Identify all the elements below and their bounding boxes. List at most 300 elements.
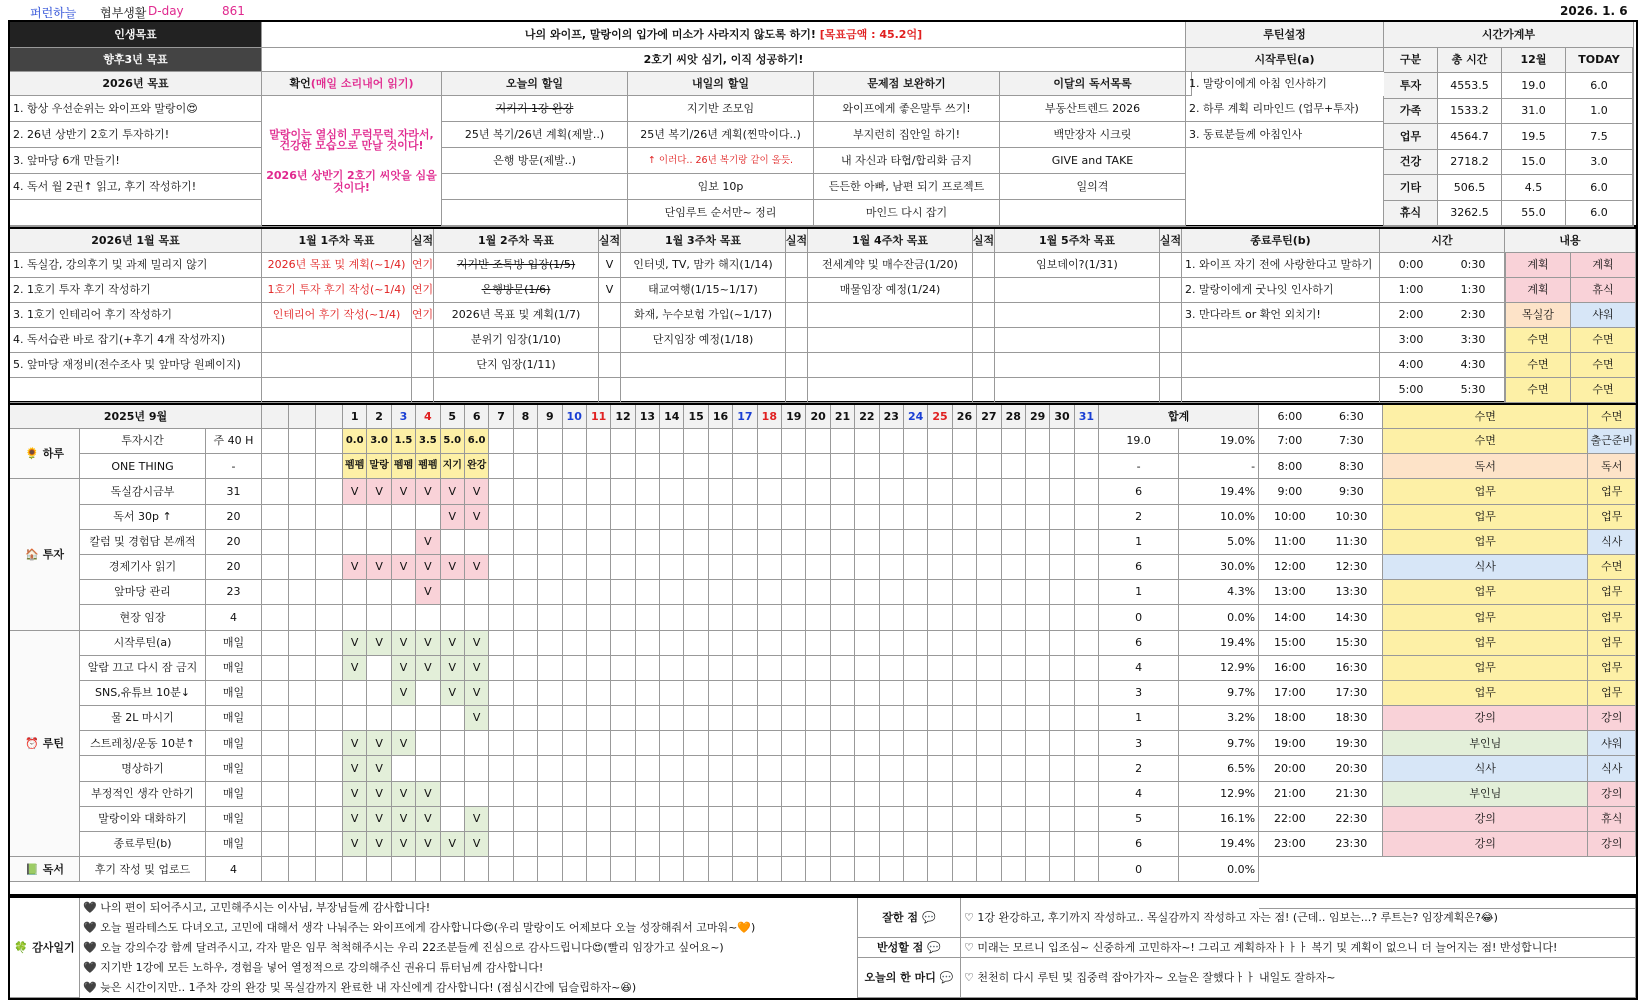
day-mark[interactable] bbox=[636, 580, 660, 605]
day-mark[interactable] bbox=[514, 530, 538, 555]
day-mark[interactable] bbox=[441, 857, 465, 882]
day-mark[interactable] bbox=[1050, 555, 1074, 580]
day-mark[interactable] bbox=[660, 681, 684, 706]
day-mark[interactable] bbox=[514, 631, 538, 656]
day-mark[interactable] bbox=[1050, 832, 1074, 857]
day-mark[interactable] bbox=[660, 479, 684, 504]
day-mark[interactable] bbox=[611, 832, 635, 857]
day-mark[interactable] bbox=[514, 454, 538, 479]
day-mark[interactable] bbox=[709, 756, 733, 781]
day-mark[interactable]: V bbox=[367, 731, 391, 756]
day-mark[interactable] bbox=[953, 731, 977, 756]
day-mark[interactable] bbox=[806, 454, 830, 479]
day-mark[interactable] bbox=[636, 782, 660, 807]
day-mark[interactable] bbox=[636, 454, 660, 479]
day-mark[interactable] bbox=[563, 782, 587, 807]
day-mark[interactable]: V bbox=[343, 631, 367, 656]
day-mark[interactable] bbox=[1026, 782, 1050, 807]
day-mark[interactable] bbox=[1050, 706, 1074, 731]
day-mark[interactable] bbox=[611, 479, 635, 504]
day-mark[interactable] bbox=[953, 832, 977, 857]
day-mark[interactable] bbox=[831, 454, 855, 479]
day-mark[interactable] bbox=[977, 857, 1001, 882]
day-mark[interactable]: V bbox=[416, 782, 440, 807]
day-mark[interactable] bbox=[636, 555, 660, 580]
day-mark[interactable] bbox=[977, 706, 1001, 731]
day-mark[interactable]: V bbox=[343, 731, 367, 756]
day-mark[interactable] bbox=[514, 580, 538, 605]
day-mark[interactable] bbox=[1026, 454, 1050, 479]
day-mark[interactable] bbox=[660, 631, 684, 656]
day-mark[interactable] bbox=[1002, 429, 1026, 454]
day-mark[interactable] bbox=[660, 605, 684, 630]
day-mark[interactable] bbox=[831, 756, 855, 781]
day-mark[interactable] bbox=[1002, 706, 1026, 731]
day-mark[interactable] bbox=[563, 832, 587, 857]
day-mark[interactable] bbox=[489, 479, 513, 504]
day-mark[interactable] bbox=[904, 429, 928, 454]
day-mark[interactable] bbox=[489, 857, 513, 882]
day-mark[interactable] bbox=[709, 429, 733, 454]
day-mark[interactable] bbox=[733, 530, 757, 555]
day-mark[interactable] bbox=[660, 756, 684, 781]
day-mark[interactable] bbox=[416, 605, 440, 630]
day-mark[interactable]: V bbox=[392, 782, 416, 807]
day-mark[interactable] bbox=[831, 681, 855, 706]
day-mark[interactable] bbox=[733, 782, 757, 807]
day-mark[interactable] bbox=[1050, 656, 1074, 681]
day-mark[interactable] bbox=[904, 580, 928, 605]
day-mark[interactable] bbox=[977, 479, 1001, 504]
day-mark[interactable] bbox=[806, 631, 830, 656]
day-mark[interactable] bbox=[977, 756, 1001, 781]
day-mark[interactable] bbox=[782, 631, 806, 656]
day-mark[interactable] bbox=[441, 605, 465, 630]
day-mark[interactable] bbox=[538, 807, 562, 832]
day-mark[interactable] bbox=[953, 706, 977, 731]
day-mark[interactable] bbox=[367, 656, 391, 681]
day-mark[interactable]: V bbox=[441, 681, 465, 706]
day-mark[interactable] bbox=[806, 807, 830, 832]
day-mark[interactable] bbox=[343, 605, 367, 630]
day-mark[interactable] bbox=[367, 857, 391, 882]
day-mark[interactable] bbox=[416, 505, 440, 530]
day-mark[interactable] bbox=[928, 656, 952, 681]
day-mark[interactable] bbox=[855, 454, 879, 479]
day-mark[interactable] bbox=[660, 731, 684, 756]
day-mark[interactable] bbox=[782, 580, 806, 605]
day-mark[interactable] bbox=[465, 857, 489, 882]
day-mark[interactable] bbox=[953, 454, 977, 479]
day-mark[interactable] bbox=[1075, 505, 1099, 530]
day-mark[interactable] bbox=[611, 605, 635, 630]
day-mark[interactable] bbox=[563, 731, 587, 756]
day-mark[interactable] bbox=[1075, 731, 1099, 756]
day-mark[interactable] bbox=[806, 756, 830, 781]
day-mark[interactable] bbox=[709, 479, 733, 504]
day-mark[interactable] bbox=[489, 454, 513, 479]
day-mark[interactable] bbox=[928, 756, 952, 781]
day-mark[interactable] bbox=[1075, 857, 1099, 882]
day-mark[interactable] bbox=[441, 756, 465, 781]
day-mark[interactable] bbox=[1026, 756, 1050, 781]
day-mark[interactable] bbox=[1075, 807, 1099, 832]
day-mark[interactable] bbox=[782, 656, 806, 681]
day-mark[interactable] bbox=[880, 756, 904, 781]
day-mark[interactable] bbox=[465, 782, 489, 807]
day-mark[interactable]: V bbox=[367, 756, 391, 781]
day-mark[interactable] bbox=[636, 857, 660, 882]
day-mark[interactable] bbox=[1026, 731, 1050, 756]
day-mark[interactable] bbox=[684, 479, 708, 504]
day-mark[interactable] bbox=[977, 454, 1001, 479]
day-mark[interactable] bbox=[343, 857, 367, 882]
day-mark[interactable] bbox=[806, 505, 830, 530]
day-mark[interactable]: V bbox=[343, 479, 367, 504]
day-mark[interactable] bbox=[855, 782, 879, 807]
day-mark[interactable] bbox=[587, 631, 611, 656]
day-mark[interactable] bbox=[611, 681, 635, 706]
day-mark[interactable] bbox=[1050, 429, 1074, 454]
day-mark[interactable] bbox=[514, 555, 538, 580]
day-mark[interactable]: V bbox=[392, 631, 416, 656]
day-mark[interactable] bbox=[904, 605, 928, 630]
day-mark[interactable] bbox=[904, 807, 928, 832]
day-mark[interactable] bbox=[514, 706, 538, 731]
day-mark[interactable] bbox=[831, 631, 855, 656]
day-mark[interactable] bbox=[977, 681, 1001, 706]
day-mark[interactable] bbox=[684, 756, 708, 781]
day-mark[interactable] bbox=[514, 479, 538, 504]
day-mark[interactable] bbox=[489, 807, 513, 832]
day-mark[interactable] bbox=[782, 857, 806, 882]
day-mark[interactable] bbox=[587, 807, 611, 832]
day-mark[interactable] bbox=[660, 832, 684, 857]
day-mark[interactable] bbox=[1002, 857, 1026, 882]
day-mark[interactable] bbox=[514, 782, 538, 807]
day-mark[interactable]: V bbox=[465, 706, 489, 731]
day-mark[interactable] bbox=[880, 631, 904, 656]
day-mark[interactable] bbox=[758, 782, 782, 807]
day-mark[interactable] bbox=[538, 656, 562, 681]
day-mark[interactable] bbox=[733, 580, 757, 605]
day-mark[interactable] bbox=[733, 505, 757, 530]
day-mark[interactable] bbox=[367, 681, 391, 706]
day-mark[interactable]: V bbox=[416, 580, 440, 605]
day-mark[interactable] bbox=[831, 605, 855, 630]
day-mark[interactable]: V bbox=[367, 479, 391, 504]
day-mark[interactable] bbox=[684, 656, 708, 681]
day-mark[interactable] bbox=[660, 706, 684, 731]
day-mark[interactable]: V bbox=[465, 681, 489, 706]
day-mark[interactable] bbox=[782, 807, 806, 832]
day-mark[interactable] bbox=[343, 580, 367, 605]
day-mark[interactable] bbox=[441, 580, 465, 605]
day-mark[interactable] bbox=[880, 555, 904, 580]
day-mark[interactable] bbox=[1002, 756, 1026, 781]
day-mark[interactable] bbox=[684, 832, 708, 857]
day-mark[interactable] bbox=[880, 580, 904, 605]
day-mark[interactable] bbox=[733, 857, 757, 882]
day-mark[interactable] bbox=[1002, 605, 1026, 630]
day-mark[interactable] bbox=[563, 505, 587, 530]
day-mark[interactable] bbox=[611, 807, 635, 832]
day-mark[interactable] bbox=[563, 681, 587, 706]
day-mark[interactable] bbox=[514, 429, 538, 454]
day-mark[interactable] bbox=[684, 605, 708, 630]
day-mark[interactable] bbox=[904, 479, 928, 504]
day-mark[interactable] bbox=[1026, 479, 1050, 504]
day-mark[interactable] bbox=[782, 706, 806, 731]
day-mark[interactable] bbox=[831, 429, 855, 454]
day-mark[interactable] bbox=[538, 555, 562, 580]
day-mark[interactable] bbox=[831, 555, 855, 580]
day-mark[interactable] bbox=[1050, 857, 1074, 882]
day-mark[interactable] bbox=[514, 731, 538, 756]
day-mark[interactable] bbox=[782, 429, 806, 454]
day-mark[interactable] bbox=[806, 530, 830, 555]
day-mark[interactable] bbox=[563, 454, 587, 479]
day-mark[interactable] bbox=[684, 631, 708, 656]
day-mark[interactable] bbox=[880, 706, 904, 731]
day-mark[interactable] bbox=[709, 731, 733, 756]
day-mark[interactable] bbox=[489, 706, 513, 731]
day-mark[interactable] bbox=[831, 580, 855, 605]
day-mark[interactable] bbox=[758, 580, 782, 605]
day-mark[interactable] bbox=[1002, 681, 1026, 706]
day-mark[interactable] bbox=[611, 857, 635, 882]
day-mark[interactable] bbox=[758, 706, 782, 731]
day-mark[interactable] bbox=[758, 681, 782, 706]
day-mark[interactable] bbox=[855, 479, 879, 504]
day-mark[interactable] bbox=[904, 731, 928, 756]
day-mark[interactable] bbox=[855, 631, 879, 656]
day-mark[interactable] bbox=[733, 605, 757, 630]
day-mark[interactable] bbox=[611, 505, 635, 530]
day-mark[interactable] bbox=[904, 857, 928, 882]
day-mark[interactable] bbox=[489, 756, 513, 781]
day-mark[interactable] bbox=[392, 505, 416, 530]
day-mark[interactable] bbox=[587, 505, 611, 530]
day-mark[interactable] bbox=[953, 505, 977, 530]
day-mark[interactable] bbox=[953, 580, 977, 605]
day-mark[interactable] bbox=[953, 857, 977, 882]
day-mark[interactable] bbox=[1026, 857, 1050, 882]
day-mark[interactable] bbox=[684, 706, 708, 731]
day-mark[interactable] bbox=[343, 681, 367, 706]
day-mark[interactable] bbox=[928, 454, 952, 479]
day-mark[interactable] bbox=[587, 756, 611, 781]
day-mark[interactable] bbox=[880, 832, 904, 857]
day-mark[interactable] bbox=[855, 807, 879, 832]
day-mark[interactable] bbox=[587, 731, 611, 756]
day-mark[interactable] bbox=[489, 731, 513, 756]
day-mark[interactable] bbox=[977, 731, 1001, 756]
day-mark[interactable] bbox=[953, 681, 977, 706]
day-mark[interactable] bbox=[928, 807, 952, 832]
day-mark[interactable]: V bbox=[367, 832, 391, 857]
day-mark[interactable] bbox=[806, 555, 830, 580]
day-mark[interactable] bbox=[367, 530, 391, 555]
day-mark[interactable] bbox=[1075, 429, 1099, 454]
day-mark[interactable] bbox=[928, 580, 952, 605]
day-mark[interactable] bbox=[855, 656, 879, 681]
day-mark[interactable] bbox=[758, 454, 782, 479]
day-mark[interactable] bbox=[904, 454, 928, 479]
day-mark[interactable] bbox=[563, 555, 587, 580]
day-mark[interactable] bbox=[806, 681, 830, 706]
day-mark[interactable] bbox=[880, 429, 904, 454]
day-mark[interactable] bbox=[587, 429, 611, 454]
day-mark[interactable] bbox=[587, 782, 611, 807]
day-mark[interactable] bbox=[733, 631, 757, 656]
day-mark[interactable] bbox=[855, 731, 879, 756]
day-mark[interactable]: 말랑 bbox=[367, 454, 391, 479]
day-mark[interactable] bbox=[563, 656, 587, 681]
day-mark[interactable] bbox=[660, 505, 684, 530]
day-mark[interactable]: V bbox=[367, 782, 391, 807]
day-mark[interactable]: V bbox=[441, 479, 465, 504]
day-mark[interactable] bbox=[831, 530, 855, 555]
day-mark[interactable]: 1.5 bbox=[392, 429, 416, 454]
day-mark[interactable] bbox=[587, 530, 611, 555]
day-mark[interactable] bbox=[782, 454, 806, 479]
day-mark[interactable] bbox=[806, 782, 830, 807]
day-mark[interactable] bbox=[636, 429, 660, 454]
day-mark[interactable] bbox=[611, 454, 635, 479]
day-mark[interactable] bbox=[1050, 479, 1074, 504]
day-mark[interactable] bbox=[953, 555, 977, 580]
day-mark[interactable] bbox=[684, 555, 708, 580]
day-mark[interactable] bbox=[1050, 782, 1074, 807]
day-mark[interactable]: V bbox=[465, 631, 489, 656]
day-mark[interactable] bbox=[538, 530, 562, 555]
day-mark[interactable] bbox=[1002, 731, 1026, 756]
day-mark[interactable] bbox=[709, 555, 733, 580]
day-mark[interactable]: V bbox=[416, 832, 440, 857]
day-mark[interactable] bbox=[660, 530, 684, 555]
day-mark[interactable] bbox=[684, 505, 708, 530]
day-mark[interactable]: V bbox=[367, 555, 391, 580]
day-mark[interactable] bbox=[977, 656, 1001, 681]
day-mark[interactable]: 5.0 bbox=[441, 429, 465, 454]
day-mark[interactable] bbox=[953, 782, 977, 807]
day-mark[interactable] bbox=[782, 756, 806, 781]
day-mark[interactable] bbox=[392, 756, 416, 781]
day-mark[interactable] bbox=[1026, 656, 1050, 681]
day-mark[interactable] bbox=[953, 807, 977, 832]
day-mark[interactable] bbox=[928, 731, 952, 756]
day-mark[interactable] bbox=[563, 429, 587, 454]
day-mark[interactable] bbox=[709, 454, 733, 479]
day-mark[interactable] bbox=[855, 605, 879, 630]
day-mark[interactable] bbox=[611, 731, 635, 756]
day-mark[interactable] bbox=[636, 706, 660, 731]
day-mark[interactable] bbox=[660, 857, 684, 882]
day-mark[interactable] bbox=[611, 656, 635, 681]
day-mark[interactable] bbox=[1075, 656, 1099, 681]
day-mark[interactable] bbox=[392, 706, 416, 731]
day-mark[interactable] bbox=[392, 857, 416, 882]
day-mark[interactable] bbox=[733, 429, 757, 454]
day-mark[interactable]: V bbox=[343, 756, 367, 781]
day-mark[interactable] bbox=[855, 832, 879, 857]
day-mark[interactable] bbox=[489, 605, 513, 630]
day-mark[interactable] bbox=[1050, 756, 1074, 781]
day-mark[interactable] bbox=[1026, 580, 1050, 605]
day-mark[interactable] bbox=[660, 782, 684, 807]
day-mark[interactable] bbox=[733, 756, 757, 781]
day-mark[interactable] bbox=[733, 555, 757, 580]
day-mark[interactable] bbox=[880, 479, 904, 504]
day-mark[interactable]: V bbox=[343, 807, 367, 832]
day-mark[interactable]: 0.0 bbox=[343, 429, 367, 454]
day-mark[interactable] bbox=[1075, 555, 1099, 580]
day-mark[interactable] bbox=[563, 479, 587, 504]
day-mark[interactable] bbox=[1050, 454, 1074, 479]
day-mark[interactable] bbox=[587, 857, 611, 882]
day-mark[interactable] bbox=[1075, 530, 1099, 555]
day-mark[interactable] bbox=[709, 530, 733, 555]
day-mark[interactable] bbox=[684, 429, 708, 454]
day-mark[interactable] bbox=[489, 782, 513, 807]
day-mark[interactable]: V bbox=[343, 832, 367, 857]
day-mark[interactable] bbox=[977, 429, 1001, 454]
day-mark[interactable] bbox=[953, 530, 977, 555]
day-mark[interactable] bbox=[709, 857, 733, 882]
day-mark[interactable]: 펨펨 bbox=[416, 454, 440, 479]
day-mark[interactable] bbox=[1002, 656, 1026, 681]
day-mark[interactable] bbox=[928, 681, 952, 706]
day-mark[interactable] bbox=[489, 631, 513, 656]
day-mark[interactable] bbox=[880, 782, 904, 807]
day-mark[interactable]: 6.0 bbox=[465, 429, 489, 454]
day-mark[interactable]: V bbox=[392, 479, 416, 504]
day-mark[interactable] bbox=[831, 857, 855, 882]
day-mark[interactable] bbox=[733, 832, 757, 857]
day-mark[interactable]: V bbox=[416, 555, 440, 580]
day-mark[interactable] bbox=[465, 605, 489, 630]
day-mark[interactable] bbox=[587, 479, 611, 504]
day-mark[interactable]: V bbox=[392, 656, 416, 681]
day-mark[interactable] bbox=[953, 656, 977, 681]
day-mark[interactable] bbox=[684, 807, 708, 832]
day-mark[interactable] bbox=[587, 605, 611, 630]
day-mark[interactable] bbox=[1026, 429, 1050, 454]
day-mark[interactable] bbox=[904, 832, 928, 857]
day-mark[interactable]: V bbox=[343, 555, 367, 580]
day-mark[interactable] bbox=[928, 505, 952, 530]
day-mark[interactable] bbox=[587, 681, 611, 706]
day-mark[interactable] bbox=[514, 807, 538, 832]
day-mark[interactable] bbox=[831, 656, 855, 681]
day-mark[interactable] bbox=[928, 479, 952, 504]
day-mark[interactable] bbox=[977, 782, 1001, 807]
day-mark[interactable] bbox=[733, 479, 757, 504]
day-mark[interactable] bbox=[538, 782, 562, 807]
day-mark[interactable] bbox=[806, 832, 830, 857]
day-mark[interactable] bbox=[587, 706, 611, 731]
day-mark[interactable]: V bbox=[416, 530, 440, 555]
day-mark[interactable]: V bbox=[367, 807, 391, 832]
day-mark[interactable] bbox=[758, 656, 782, 681]
day-mark[interactable] bbox=[977, 832, 1001, 857]
day-mark[interactable] bbox=[733, 454, 757, 479]
day-mark[interactable] bbox=[489, 530, 513, 555]
day-mark[interactable] bbox=[611, 530, 635, 555]
day-mark[interactable] bbox=[953, 479, 977, 504]
day-mark[interactable] bbox=[1026, 505, 1050, 530]
